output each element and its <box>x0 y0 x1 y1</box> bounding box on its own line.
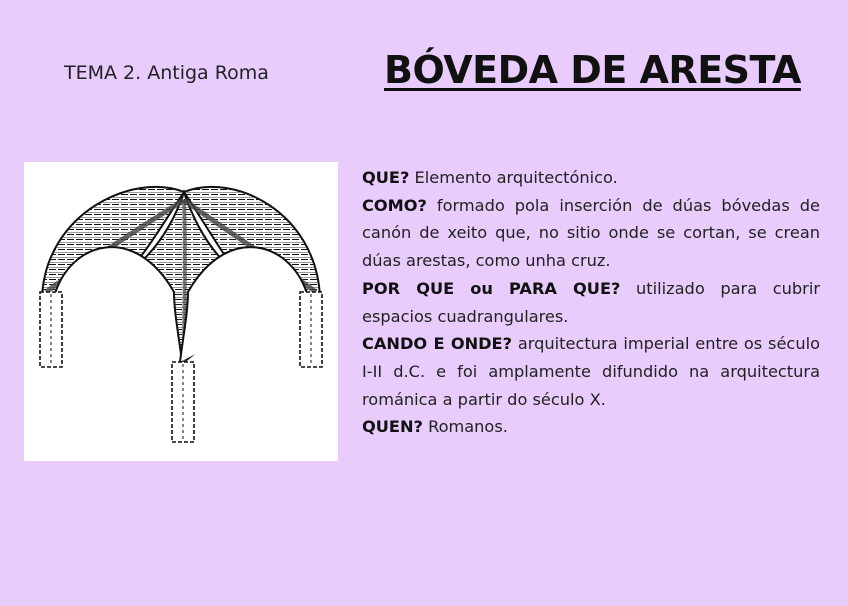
item-por-que <box>362 275 820 330</box>
item-quen <box>362 413 820 441</box>
item-que <box>362 164 820 192</box>
item-cando-e-onde <box>362 330 820 413</box>
item-label: COMO? <box>362 195 427 215</box>
item-label: POR QUE ou PARA QUE? <box>362 278 621 298</box>
slide-topic: TEMA 2. Antiga Roma <box>64 62 269 84</box>
slide-title: BÓVEDA DE ARESTA <box>384 48 801 92</box>
description-list <box>362 164 820 441</box>
item-text: utilizado para cubrir espacios cuadrangulares. <box>362 278 820 326</box>
item-label: CANDO E ONDE? <box>362 334 513 354</box>
item-label: QUEN? <box>362 417 423 437</box>
item-como <box>362 192 820 275</box>
groin-vault-illustration <box>24 162 338 461</box>
item-text: Romanos. <box>428 417 508 437</box>
item-label: QUE? <box>362 168 410 187</box>
item-text: formado pola inserción de dúas bóvedas de canón de xeito que, no sitio onde se cortan, se crean dúas arestas, como unha cruz. <box>362 195 820 271</box>
item-text: Elemento arquitectónico. <box>414 168 618 187</box>
item-text: arquitectura imperial entre os século I-II d.C. e foi amplamente difundido na arquitectura románica a partir do século X. <box>362 334 820 409</box>
